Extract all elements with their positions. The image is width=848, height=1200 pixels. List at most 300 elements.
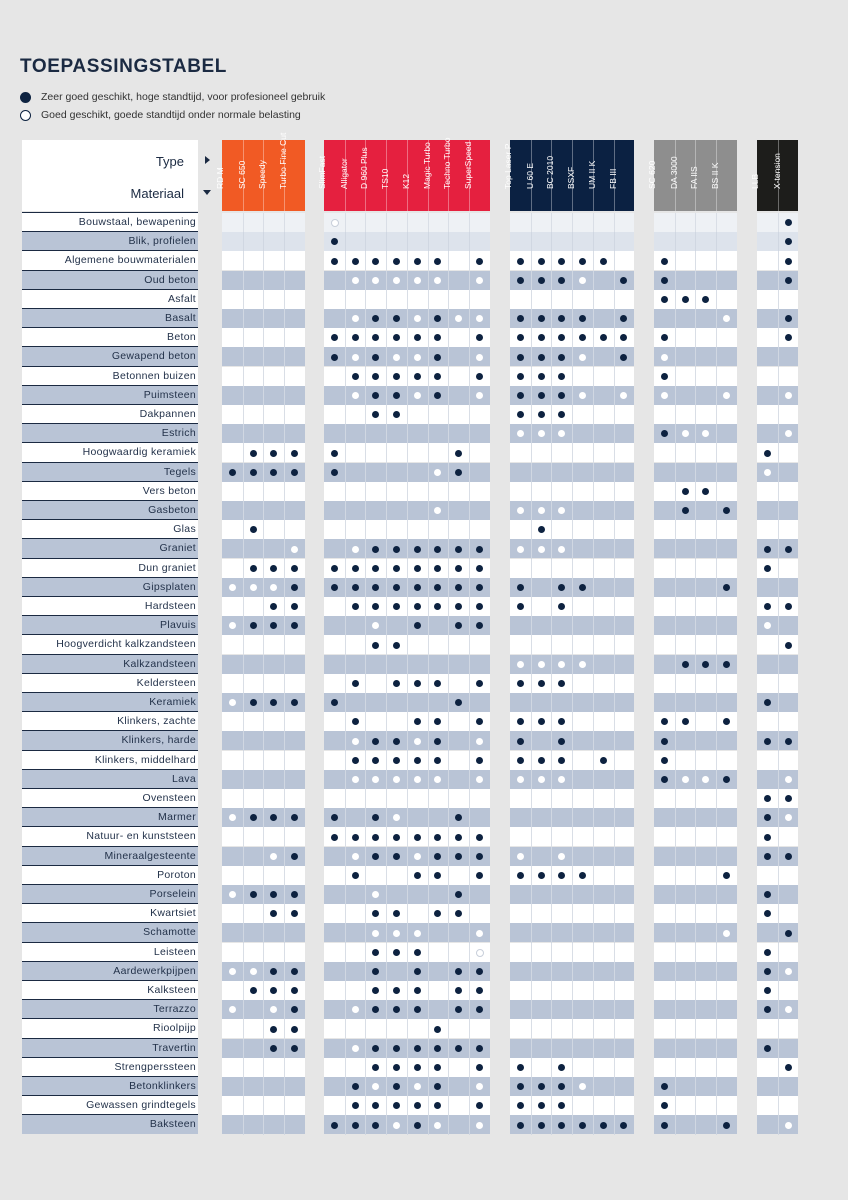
full-dot-icon <box>785 238 792 245</box>
column-divider <box>428 232 429 251</box>
empty-dot-icon <box>476 354 483 361</box>
row-label: Natuur- en kunststeen <box>22 827 198 846</box>
column-divider <box>716 904 717 923</box>
column-divider <box>695 405 696 424</box>
full-dot-icon <box>414 258 421 265</box>
column-divider <box>614 597 615 616</box>
full-dot-icon <box>764 949 771 956</box>
column-divider <box>572 1115 573 1134</box>
column-divider <box>551 1058 552 1077</box>
column-divider <box>448 328 449 347</box>
full-dot-icon <box>393 603 400 610</box>
column-header-label: DA 3000 <box>668 156 679 189</box>
column-divider <box>469 616 470 635</box>
column-divider <box>551 751 552 770</box>
column-divider <box>593 962 594 981</box>
column-divider <box>428 616 429 635</box>
column-divider <box>243 443 244 462</box>
column-divider <box>593 693 594 712</box>
column-divider <box>407 674 408 693</box>
column-divider <box>675 271 676 290</box>
column-divider <box>448 597 449 616</box>
column-divider <box>386 1000 387 1019</box>
column-divider <box>716 520 717 539</box>
column-divider <box>386 712 387 731</box>
column-divider <box>614 559 615 578</box>
column-header-label: RD M <box>215 167 225 189</box>
column-divider <box>695 501 696 520</box>
column-divider <box>778 290 779 309</box>
column-divider <box>365 539 366 558</box>
full-dot-icon <box>393 757 400 764</box>
column-divider <box>284 635 285 654</box>
column-header-label: BS II K <box>710 162 721 189</box>
row-label: Beton <box>22 328 198 347</box>
full-dot-icon <box>434 834 441 841</box>
column-divider <box>551 1039 552 1058</box>
column-divider <box>572 386 573 405</box>
full-dot-icon <box>538 258 545 265</box>
row-divider <box>22 634 198 635</box>
column-divider <box>243 251 244 270</box>
column-divider <box>716 962 717 981</box>
column-divider <box>428 1000 429 1019</box>
column-divider <box>695 693 696 712</box>
column-divider <box>284 290 285 309</box>
row-label: Algemene bouwmaterialen <box>22 251 198 270</box>
row-label: Asfalt <box>22 290 198 309</box>
column-divider <box>531 789 532 808</box>
column-divider <box>716 251 717 270</box>
column-divider <box>572 501 573 520</box>
row-label: Baksteen <box>22 1115 198 1134</box>
column-divider <box>448 1096 449 1115</box>
row-label: Gipsplaten <box>22 578 198 597</box>
column-divider <box>284 424 285 443</box>
column-divider <box>386 789 387 808</box>
full-dot-icon <box>414 546 421 553</box>
column-divider <box>572 1077 573 1096</box>
column-divider <box>428 1096 429 1115</box>
column-divider <box>675 847 676 866</box>
full-dot-icon <box>352 680 359 687</box>
column-divider <box>675 635 676 654</box>
column-divider <box>614 770 615 789</box>
column-divider <box>778 1019 779 1038</box>
column-divider <box>448 559 449 578</box>
column-divider <box>386 501 387 520</box>
column-divider <box>263 923 264 942</box>
column-divider <box>531 827 532 846</box>
full-dot-icon <box>393 411 400 418</box>
column-divider <box>345 367 346 386</box>
column-divider <box>345 751 346 770</box>
column-divider <box>243 347 244 366</box>
column-divider <box>716 271 717 290</box>
column-divider <box>614 463 615 482</box>
column-divider <box>469 1000 470 1019</box>
empty-dot-icon <box>476 1122 483 1129</box>
column-divider <box>593 1077 594 1096</box>
empty-dot-icon <box>682 430 689 437</box>
column-header-label: FA IIS <box>689 166 700 189</box>
full-dot-icon <box>352 872 359 879</box>
full-dot-icon <box>600 1122 607 1129</box>
column-divider <box>551 539 552 558</box>
row-label: Plavuis <box>22 616 198 635</box>
full-dot-icon <box>291 987 298 994</box>
column-divider <box>531 1039 532 1058</box>
column-divider <box>614 885 615 904</box>
chevron-down-icon <box>203 190 211 195</box>
column-divider <box>243 290 244 309</box>
column-divider <box>365 808 366 827</box>
column-divider <box>243 1000 244 1019</box>
column-divider <box>345 1000 346 1019</box>
column-divider <box>593 443 594 462</box>
column-divider <box>407 885 408 904</box>
column-divider <box>531 597 532 616</box>
full-dot-icon <box>414 718 421 725</box>
column-divider <box>551 1115 552 1134</box>
full-dot-icon <box>661 258 668 265</box>
column-divider <box>284 443 285 462</box>
column-divider <box>263 616 264 635</box>
column-divider <box>614 635 615 654</box>
column-divider <box>365 1096 366 1115</box>
column-divider <box>675 943 676 962</box>
column-divider <box>263 386 264 405</box>
column-header-label: TS10 <box>380 168 391 189</box>
column-divider <box>263 367 264 386</box>
empty-dot-icon <box>352 277 359 284</box>
full-dot-icon <box>785 334 792 341</box>
column-divider <box>243 520 244 539</box>
column-divider <box>551 367 552 386</box>
column-divider <box>407 443 408 462</box>
full-dot-icon <box>579 872 586 879</box>
column-divider <box>345 501 346 520</box>
full-dot-icon <box>517 258 524 265</box>
column-divider <box>284 1039 285 1058</box>
empty-dot-icon <box>579 661 586 668</box>
column-divider <box>365 751 366 770</box>
column-divider <box>345 1039 346 1058</box>
column-divider <box>695 539 696 558</box>
full-dot-icon <box>352 603 359 610</box>
column-divider <box>284 1000 285 1019</box>
row-label: Aardewerkpijpen <box>22 962 198 981</box>
full-dot-icon <box>476 872 483 879</box>
column-divider <box>778 309 779 328</box>
column-divider <box>448 443 449 462</box>
full-dot-icon <box>702 661 709 668</box>
column-divider <box>572 885 573 904</box>
full-dot-icon <box>372 949 379 956</box>
full-dot-icon <box>785 930 792 937</box>
column-divider <box>345 213 346 232</box>
column-divider <box>695 827 696 846</box>
column-divider <box>448 1115 449 1134</box>
column-divider <box>531 251 532 270</box>
row-label: Gasbeton <box>22 501 198 520</box>
column-divider <box>365 1019 366 1038</box>
column-divider <box>284 559 285 578</box>
column-divider <box>593 789 594 808</box>
column-divider <box>407 1039 408 1058</box>
row-divider <box>22 1038 198 1039</box>
chevron-right-icon <box>205 156 210 164</box>
column-divider <box>778 827 779 846</box>
column-divider <box>365 885 366 904</box>
column-divider <box>531 1115 532 1134</box>
full-dot-icon <box>352 258 359 265</box>
full-dot-icon <box>517 392 524 399</box>
row-divider <box>22 615 198 616</box>
column-divider <box>428 578 429 597</box>
column-divider <box>572 539 573 558</box>
column-divider <box>345 731 346 750</box>
column-divider <box>778 328 779 347</box>
group-header-1 <box>215 132 305 211</box>
full-dot-icon <box>538 872 545 879</box>
full-dot-icon <box>250 565 257 572</box>
column-divider <box>243 328 244 347</box>
column-divider <box>407 1000 408 1019</box>
full-dot-icon <box>538 718 545 725</box>
column-divider <box>572 789 573 808</box>
empty-dot-icon <box>414 315 421 322</box>
column-divider <box>778 751 779 770</box>
row-label: Dakpannen <box>22 405 198 424</box>
column-header-label: Alligator <box>338 158 349 189</box>
full-dot-icon <box>538 1083 545 1090</box>
column-divider <box>243 789 244 808</box>
column-divider <box>551 271 552 290</box>
column-divider <box>345 1115 346 1134</box>
column-divider <box>284 539 285 558</box>
column-divider <box>469 559 470 578</box>
column-divider <box>386 405 387 424</box>
full-dot-icon <box>372 834 379 841</box>
column-divider <box>284 770 285 789</box>
column-divider <box>345 463 346 482</box>
full-dot-icon <box>682 296 689 303</box>
column-divider <box>386 251 387 270</box>
row-label: Strengperssteen <box>22 1058 198 1077</box>
column-divider <box>531 1019 532 1038</box>
column-divider <box>345 674 346 693</box>
column-divider <box>428 501 429 520</box>
empty-dot-icon <box>476 738 483 745</box>
column-divider <box>675 251 676 270</box>
column-divider <box>448 1000 449 1019</box>
column-divider <box>716 635 717 654</box>
column-divider <box>428 885 429 904</box>
column-divider <box>428 693 429 712</box>
row-divider <box>22 826 198 827</box>
column-divider <box>531 1077 532 1096</box>
column-divider <box>263 1019 264 1038</box>
column-divider <box>614 232 615 251</box>
column-divider <box>345 655 346 674</box>
column-divider <box>428 789 429 808</box>
column-divider <box>614 904 615 923</box>
column-divider <box>407 751 408 770</box>
column-divider <box>531 751 532 770</box>
column-divider <box>695 290 696 309</box>
empty-dot-icon <box>558 546 565 553</box>
column-divider <box>263 885 264 904</box>
column-divider <box>778 271 779 290</box>
column-header-label: FB III <box>607 168 618 189</box>
column-divider <box>469 443 470 462</box>
column-divider <box>469 386 470 405</box>
row-label: Kwartsiet <box>22 904 198 923</box>
column-divider <box>365 981 366 1000</box>
column-divider <box>614 981 615 1000</box>
column-divider <box>365 559 366 578</box>
column-divider <box>243 904 244 923</box>
column-divider <box>675 962 676 981</box>
full-dot-icon <box>620 354 627 361</box>
column-divider <box>448 578 449 597</box>
column-divider <box>531 885 532 904</box>
full-dot-icon <box>331 834 338 841</box>
empty-dot-icon <box>352 853 359 860</box>
column-divider <box>531 290 532 309</box>
column-divider <box>263 443 264 462</box>
full-dot-icon <box>455 584 462 591</box>
column-divider <box>386 693 387 712</box>
column-divider <box>428 347 429 366</box>
column-divider <box>243 232 244 251</box>
column-divider <box>407 1115 408 1134</box>
full-dot-icon <box>785 1064 792 1071</box>
empty-dot-icon <box>579 1083 586 1090</box>
column-divider <box>428 943 429 962</box>
column-divider <box>572 1039 573 1058</box>
column-divider <box>448 655 449 674</box>
empty-dot-icon <box>538 430 545 437</box>
empty-dot-icon <box>393 354 400 361</box>
column-divider <box>407 655 408 674</box>
row-divider <box>22 366 198 367</box>
column-divider <box>345 923 346 942</box>
column-divider <box>263 520 264 539</box>
column-divider <box>263 213 264 232</box>
column-divider <box>531 866 532 885</box>
column-divider <box>614 424 615 443</box>
full-dot-icon <box>558 1122 565 1129</box>
column-divider <box>614 693 615 712</box>
full-dot-icon <box>393 373 400 380</box>
column-divider <box>469 1039 470 1058</box>
column-divider <box>675 1115 676 1134</box>
column-divider <box>284 1096 285 1115</box>
row-divider <box>22 769 198 770</box>
column-divider <box>386 962 387 981</box>
column-divider <box>572 578 573 597</box>
column-divider <box>407 232 408 251</box>
column-divider <box>551 712 552 731</box>
column-divider <box>675 904 676 923</box>
row-divider <box>22 308 198 309</box>
column-divider <box>407 501 408 520</box>
column-divider <box>551 981 552 1000</box>
row-divider <box>22 730 198 731</box>
empty-dot-icon <box>352 738 359 745</box>
column-divider <box>695 981 696 1000</box>
row-divider <box>22 289 198 290</box>
full-dot-icon <box>785 795 792 802</box>
column-divider <box>448 309 449 328</box>
column-divider <box>263 827 264 846</box>
full-dot-icon <box>414 949 421 956</box>
column-divider <box>428 213 429 232</box>
full-dot-icon <box>723 507 730 514</box>
column-divider <box>716 808 717 827</box>
column-divider <box>386 347 387 366</box>
column-divider <box>778 1039 779 1058</box>
column-divider <box>407 827 408 846</box>
row-divider <box>22 462 198 463</box>
column-divider <box>675 674 676 693</box>
row-label: Vers beton <box>22 482 198 501</box>
column-divider <box>407 347 408 366</box>
column-divider <box>386 443 387 462</box>
full-dot-icon <box>558 354 565 361</box>
column-divider <box>243 1019 244 1038</box>
column-divider <box>593 635 594 654</box>
column-divider <box>572 904 573 923</box>
row-label: Puimsteen <box>22 386 198 405</box>
full-dot-icon <box>414 1006 421 1013</box>
full-dot-icon <box>434 546 441 553</box>
column-divider <box>469 251 470 270</box>
column-divider <box>593 271 594 290</box>
column-divider <box>243 923 244 942</box>
column-divider <box>284 1058 285 1077</box>
column-divider <box>243 751 244 770</box>
column-divider <box>365 962 366 981</box>
column-divider <box>675 578 676 597</box>
column-divider <box>695 789 696 808</box>
column-divider <box>531 578 532 597</box>
full-dot-icon <box>517 1064 524 1071</box>
full-dot-icon <box>476 584 483 591</box>
column-divider <box>531 693 532 712</box>
column-divider <box>284 751 285 770</box>
column-divider <box>243 635 244 654</box>
full-dot-icon <box>764 546 771 553</box>
column-divider <box>716 1096 717 1115</box>
column-divider <box>386 290 387 309</box>
column-divider <box>365 251 366 270</box>
column-divider <box>407 213 408 232</box>
column-divider <box>778 847 779 866</box>
full-dot-icon <box>661 1122 668 1129</box>
row-divider <box>22 1018 198 1019</box>
column-divider <box>243 1039 244 1058</box>
column-divider <box>428 770 429 789</box>
full-dot-icon <box>476 1045 483 1052</box>
empty-dot-icon <box>331 219 339 227</box>
empty-dot-icon <box>476 776 483 783</box>
column-divider <box>469 328 470 347</box>
full-dot-icon <box>291 968 298 975</box>
column-divider <box>572 597 573 616</box>
